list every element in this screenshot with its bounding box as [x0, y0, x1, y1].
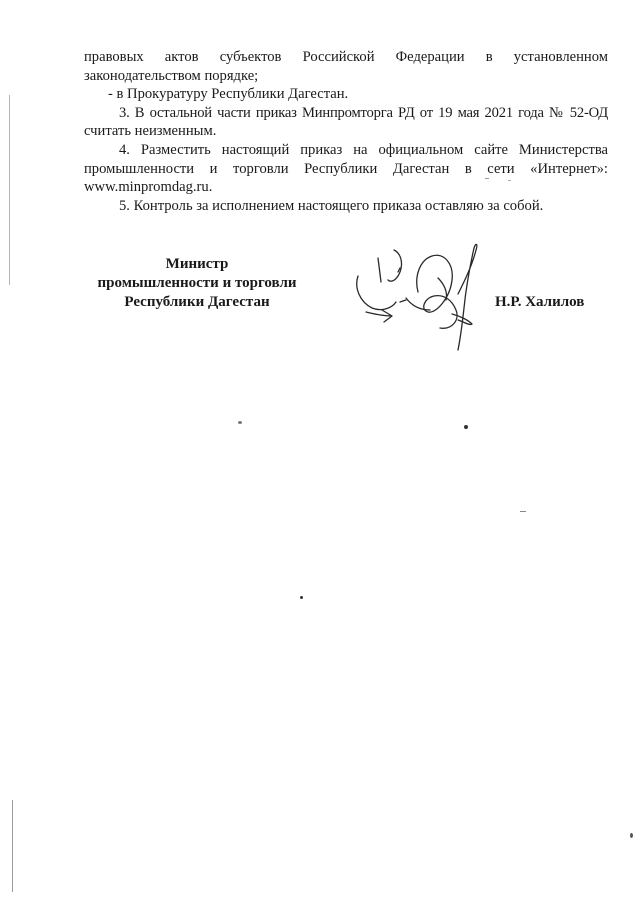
scan-speck	[630, 833, 633, 838]
signatory-title-line: промышленности и торговли	[97, 275, 297, 291]
signer-name: Н.Р. Халилов	[495, 294, 585, 310]
scan-speck	[485, 178, 489, 179]
scan-speck	[464, 425, 468, 429]
scan-speck	[520, 511, 526, 512]
scan-speck	[300, 596, 303, 599]
paragraph-line: 3. В остальной части приказ Минпромторга РД от 19 мая 2021 года № 52-ОД	[119, 104, 608, 121]
signatory-title-line: Республики Дагестан	[124, 294, 270, 310]
handwritten-signature	[340, 236, 490, 356]
paragraph-line: правовых актов субъектов Российской Федерации в установленном	[84, 49, 608, 65]
paragraph-line: законодательством порядке;	[84, 67, 259, 84]
paragraph-line: считать неизменным.	[84, 123, 217, 140]
document-body	[84, 48, 608, 215]
signatory-title-line: Министр	[165, 256, 229, 272]
paragraph-item: 4. Разместить настоящий приказ на официальном сайте Министерства промышленности и торговли Республики Дагестан в сети «Интернет»: www.minpromdag.ru.	[84, 141, 608, 196]
scan-speck	[508, 180, 511, 181]
scan-margin-line-top	[9, 95, 10, 285]
signatory-title	[84, 255, 310, 312]
scan-margin-line-bottom	[12, 800, 13, 892]
scan-speck	[238, 421, 242, 424]
paragraph-item: - в Прокуратуру Республики Дагестан.	[108, 86, 349, 103]
paragraph-item: 5. Контроль за исполнением настоящего приказа оставляю за собой.	[119, 197, 544, 214]
